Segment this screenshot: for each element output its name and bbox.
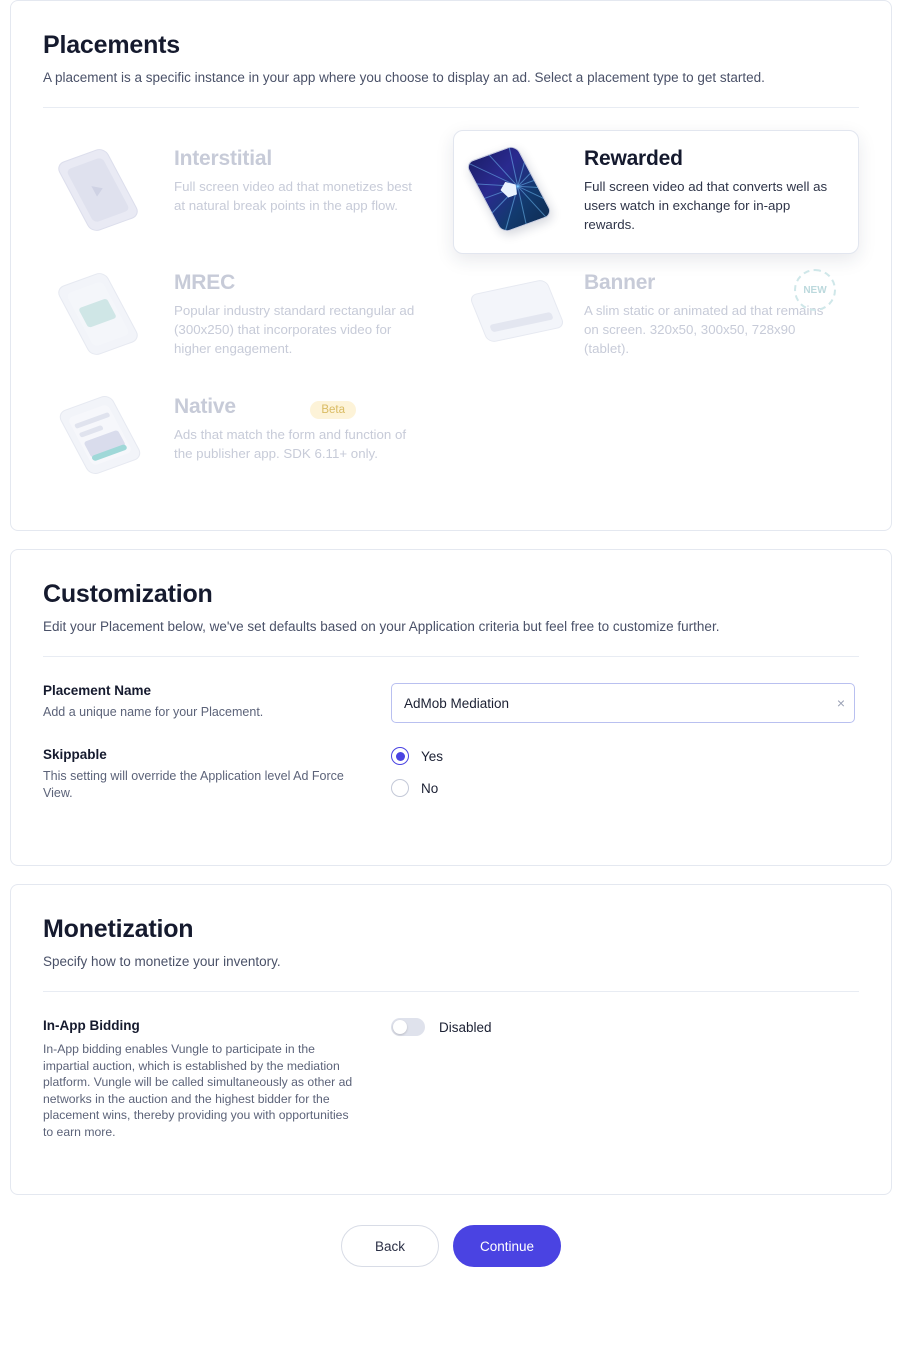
skippable-row: [43, 747, 859, 811]
placement-option-name: MREC: [174, 271, 236, 294]
customization-form: [43, 657, 859, 865]
back-button[interactable]: Back: [341, 1225, 439, 1267]
clear-icon[interactable]: ×: [836, 695, 845, 711]
rewarded-illustration: [470, 145, 570, 231]
skippable-label: Skippable: [43, 747, 107, 762]
placements-subtitle: A placement is a specific instance in your app where you choose to display an ad. Select a placement type to get started.: [43, 70, 765, 85]
in-app-bidding-toggle[interactable]: [391, 1018, 425, 1036]
customization-subtitle: Edit your Placement below, we've set defaults based on your Application criteria but feel free to customize further.: [43, 619, 720, 634]
in-app-bidding-toggle-row[interactable]: [391, 1018, 859, 1036]
placement-name-row: [43, 683, 859, 723]
radio-icon-yes[interactable]: [391, 747, 409, 765]
interstitial-illustration: [60, 145, 160, 231]
placement-option-mrec[interactable]: [43, 254, 449, 378]
placement-option-banner[interactable]: [453, 254, 859, 378]
in-app-bidding-state: Disabled: [439, 1019, 492, 1035]
placement-option-name: Interstitial: [174, 147, 272, 170]
monetization-card: [10, 884, 892, 1195]
placement-option-description: A slim static or animated ad that remains on screen. 320x50, 300x50, 728x90 (tablet).: [584, 303, 824, 356]
customization-title: Customization: [43, 580, 213, 608]
in-app-bidding-label: In-App Bidding: [43, 1018, 140, 1033]
placement-name-label: Placement Name: [43, 683, 152, 698]
skippable-yes-label: Yes: [421, 748, 444, 764]
placement-option-description: Full screen video ad that monetizes best at natural break points in the app flow.: [174, 179, 412, 213]
skippable-option-yes[interactable]: [391, 747, 859, 765]
placement-option-name: Banner: [584, 271, 656, 294]
skippable-option-no[interactable]: [391, 779, 859, 797]
placement-option-interstitial[interactable]: [43, 130, 449, 254]
in-app-bidding-help: In-App bidding enables Vungle to participate in the impartial auction, which is established by the mediation platform. Vungle will be called simultaneously as other ad networks in the auction and the highest bidder for the placement wins, thereby providing you with opportunities to earn more.: [43, 1042, 353, 1139]
placement-option-name: Native: [174, 395, 236, 418]
skippable-no-label: No: [421, 780, 439, 796]
placement-option-description: Ads that match the form and function of the publisher app. SDK 6.11+ only.: [174, 427, 407, 461]
skippable-help: This setting will override the Application level Ad Force View.: [43, 769, 344, 800]
continue-button[interactable]: Continue: [453, 1225, 561, 1267]
monetization-title: Monetization: [43, 915, 194, 943]
in-app-bidding-row: [43, 1018, 859, 1140]
banner-illustration: [470, 269, 570, 355]
monetization-form: [43, 992, 859, 1194]
placement-name-input[interactable]: [391, 683, 855, 723]
placement-type-grid: [43, 108, 859, 530]
wizard-footer: [0, 1195, 902, 1293]
placement-option-name: Rewarded: [584, 147, 683, 170]
new-badge: NEW: [794, 269, 836, 311]
placement-option-description: Popular industry standard rectangular ad (300x250) that incorporates video for higher engagement.: [174, 303, 415, 356]
customization-card: [10, 549, 892, 866]
placement-name-help: Add a unique name for your Placement.: [43, 705, 264, 719]
monetization-subtitle: Specify how to monetize your inventory.: [43, 954, 281, 969]
mrec-illustration: [60, 269, 160, 355]
placement-option-rewarded[interactable]: [453, 130, 859, 254]
radio-icon-no[interactable]: [391, 779, 409, 797]
placement-option-description: Full screen video ad that converts well as users watch in exchange for in-app rewards.: [584, 179, 828, 232]
page-title: Placements: [43, 31, 180, 59]
beta-badge: Beta: [310, 401, 356, 419]
placements-card: [10, 0, 892, 531]
placement-option-native[interactable]: [43, 378, 449, 502]
native-illustration: [60, 393, 160, 479]
